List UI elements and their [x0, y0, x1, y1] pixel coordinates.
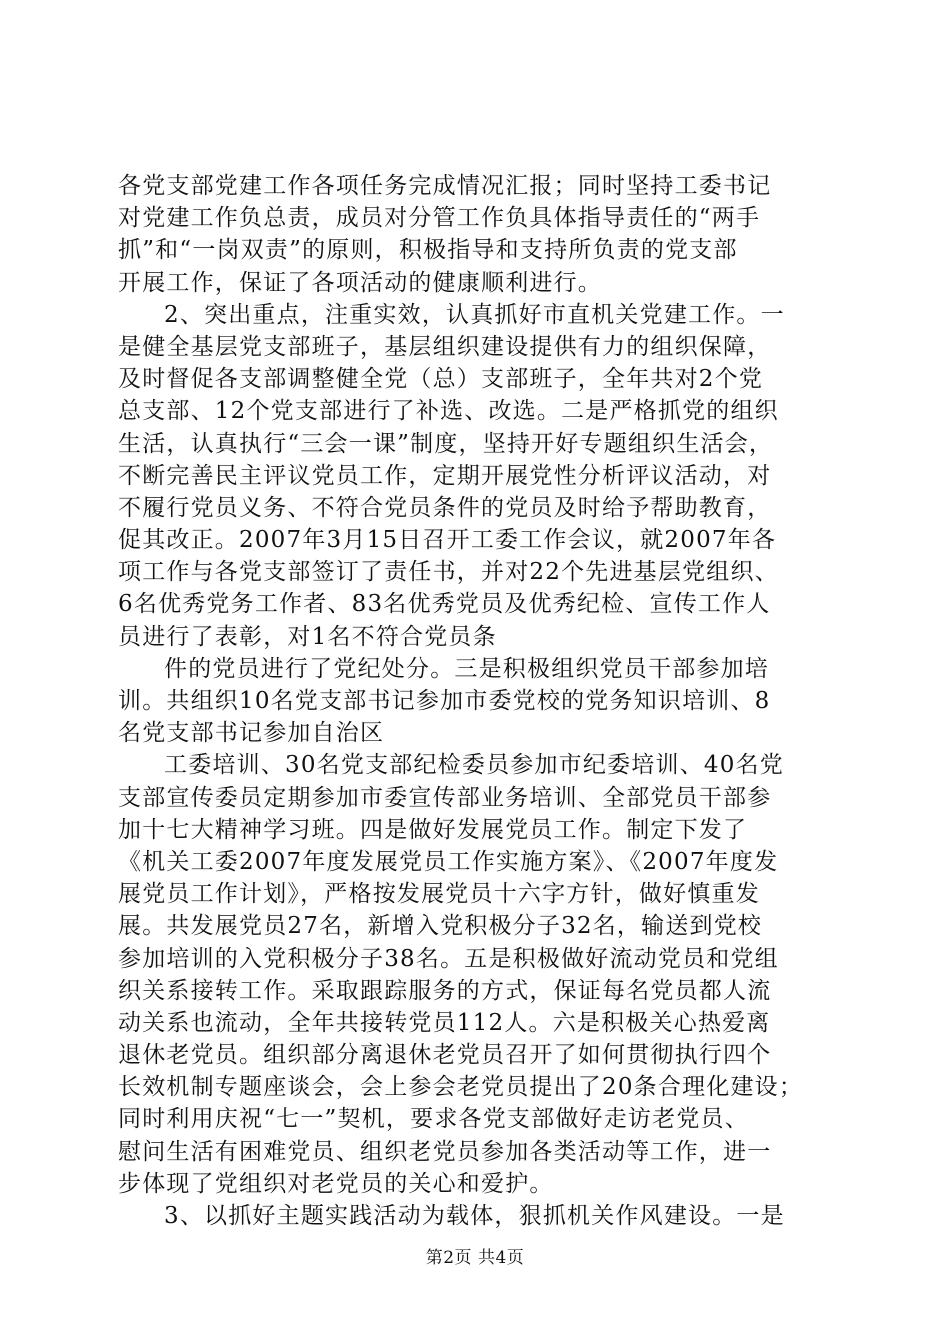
text-line	[118, 846, 838, 878]
text-line	[118, 1071, 838, 1103]
text-line	[118, 524, 838, 556]
text-line	[118, 556, 838, 588]
line-text: 件的党员进行了党纪处分。三是积极组织党员干部参加培	[164, 655, 769, 682]
text-line	[118, 267, 838, 299]
paragraph-start-line	[118, 653, 838, 685]
text-line	[118, 395, 838, 427]
line-text: 促其改正。2007年3月15日召开工委工作会议，就2007年各	[118, 527, 777, 554]
text-line	[118, 170, 838, 202]
document-body	[118, 170, 838, 1232]
text-line	[118, 1168, 838, 1200]
line-text: 对党建工作负总责，成员对分管工作负具体指导责任的“两手	[118, 205, 761, 232]
text-line	[118, 878, 838, 910]
text-line	[118, 717, 838, 749]
line-text: 展党员工作计划》，严格按发展党员十六字方针，做好慎重发	[118, 881, 760, 908]
line-text: 项工作与各党支部签订了责任书，并对22个先进基层党组织、	[118, 559, 779, 586]
line-text: 抓”和“一岗双责”的原则，积极指导和支持所负责的党支部	[118, 237, 738, 264]
text-line	[118, 1136, 838, 1168]
text-line	[118, 492, 838, 524]
text-line	[118, 331, 838, 363]
line-text: 工委培训、30名党支部纪检委员参加市纪委培训、40名党	[164, 752, 784, 779]
text-line	[118, 975, 838, 1007]
text-line	[118, 685, 838, 717]
line-text: 各党支部党建工作各项任务完成情况汇报；同时坚持工委书记	[118, 173, 772, 199]
page-footer: 第2页 共4页	[425, 1248, 525, 1268]
paragraph-start-line	[118, 299, 838, 331]
line-text: 6名优秀党务工作者、83名优秀党员及优秀纪检、宣传工作人	[118, 591, 771, 618]
line-text: 是健全基层党支部班子，基层组织建设提供有力的组织保障，	[118, 333, 772, 360]
line-text: 名党支部书记参加自治区	[118, 720, 385, 747]
text-line	[118, 1039, 838, 1071]
line-text: 《机关工委2007年度发展党员工作实施方案》、《2007年度发	[118, 848, 779, 875]
text-line	[118, 1007, 838, 1039]
line-text: 及时督促各支部调整健全党（总）支部班子，全年共对2个党	[118, 366, 764, 393]
line-text: 不履行党员义务、不符合党员条件的党员及时给予帮助教育，	[118, 494, 772, 521]
line-text: 员进行了表彰，对1名不符合党员条	[118, 623, 497, 650]
paragraph-start-line	[118, 1200, 838, 1232]
line-text: 展。共发展党员27名，新增入党积极分子32名，输送到党校	[118, 913, 763, 940]
text-line	[118, 621, 838, 653]
text-line	[118, 202, 838, 234]
line-text: 不断完善民主评议党员工作，定期开展党性分析评议活动，对	[118, 462, 772, 489]
line-text: 开展工作，保证了各项活动的健康顺利进行。	[118, 269, 602, 296]
line-text: 动关系也流动，全年共接转党员112人。六是积极关心热爱离	[118, 1009, 771, 1036]
text-line	[118, 363, 838, 395]
line-text: 3、以抓好主题实践活动为载体，狠抓机关作风建设。一是	[164, 1203, 785, 1229]
text-line	[118, 234, 838, 266]
line-text: 织关系接转工作。采取跟踪服务的方式，保证每名党员都人流	[118, 977, 772, 1004]
text-line	[118, 460, 838, 492]
line-text: 慰问生活有困难党员、组织老党员参加各类活动等工作，进一	[118, 1138, 772, 1165]
text-line	[118, 782, 838, 814]
text-line	[118, 588, 838, 620]
text-line	[118, 428, 838, 460]
line-text: 生活，认真执行“三会一课”制度，坚持开好专题组织生活会，	[118, 430, 774, 457]
text-line	[118, 943, 838, 975]
line-text: 加十七大精神学习班。四是做好发展党员工作。制定下发了	[118, 816, 748, 843]
text-line	[118, 814, 838, 846]
line-text: 总支部、12个党支部进行了补选、改选。二是严格抓党的组织	[118, 398, 779, 425]
text-line	[118, 910, 838, 942]
line-text: 参加培训的入党积极分子38名。五是积极做好流动党员和党组	[118, 945, 779, 972]
paragraph-start-line	[118, 749, 838, 781]
line-text: 步体现了党组织对老党员的关心和爱护。	[118, 1170, 554, 1197]
line-text: 退休老党员。组织部分离退休老党员召开了如何贯彻执行四个	[118, 1042, 772, 1069]
line-text: 训。共组织10名党支部书记参加市委党校的党务知识培训、8	[118, 688, 771, 714]
text-line	[118, 1103, 838, 1135]
line-text: 同时利用庆祝“七一”契机，要求各党支部做好走访老党员、	[118, 1106, 749, 1133]
line-text: 长效机制专题座谈会，会上参会老党员提出了20条合理化建设；	[118, 1074, 804, 1101]
line-text: 支部宣传委员定期参加市委宣传部业务培训、全部党员干部参	[118, 784, 772, 811]
line-text: 2、突出重点，注重实效，认真抓好市直机关党建工作。一	[164, 301, 785, 328]
